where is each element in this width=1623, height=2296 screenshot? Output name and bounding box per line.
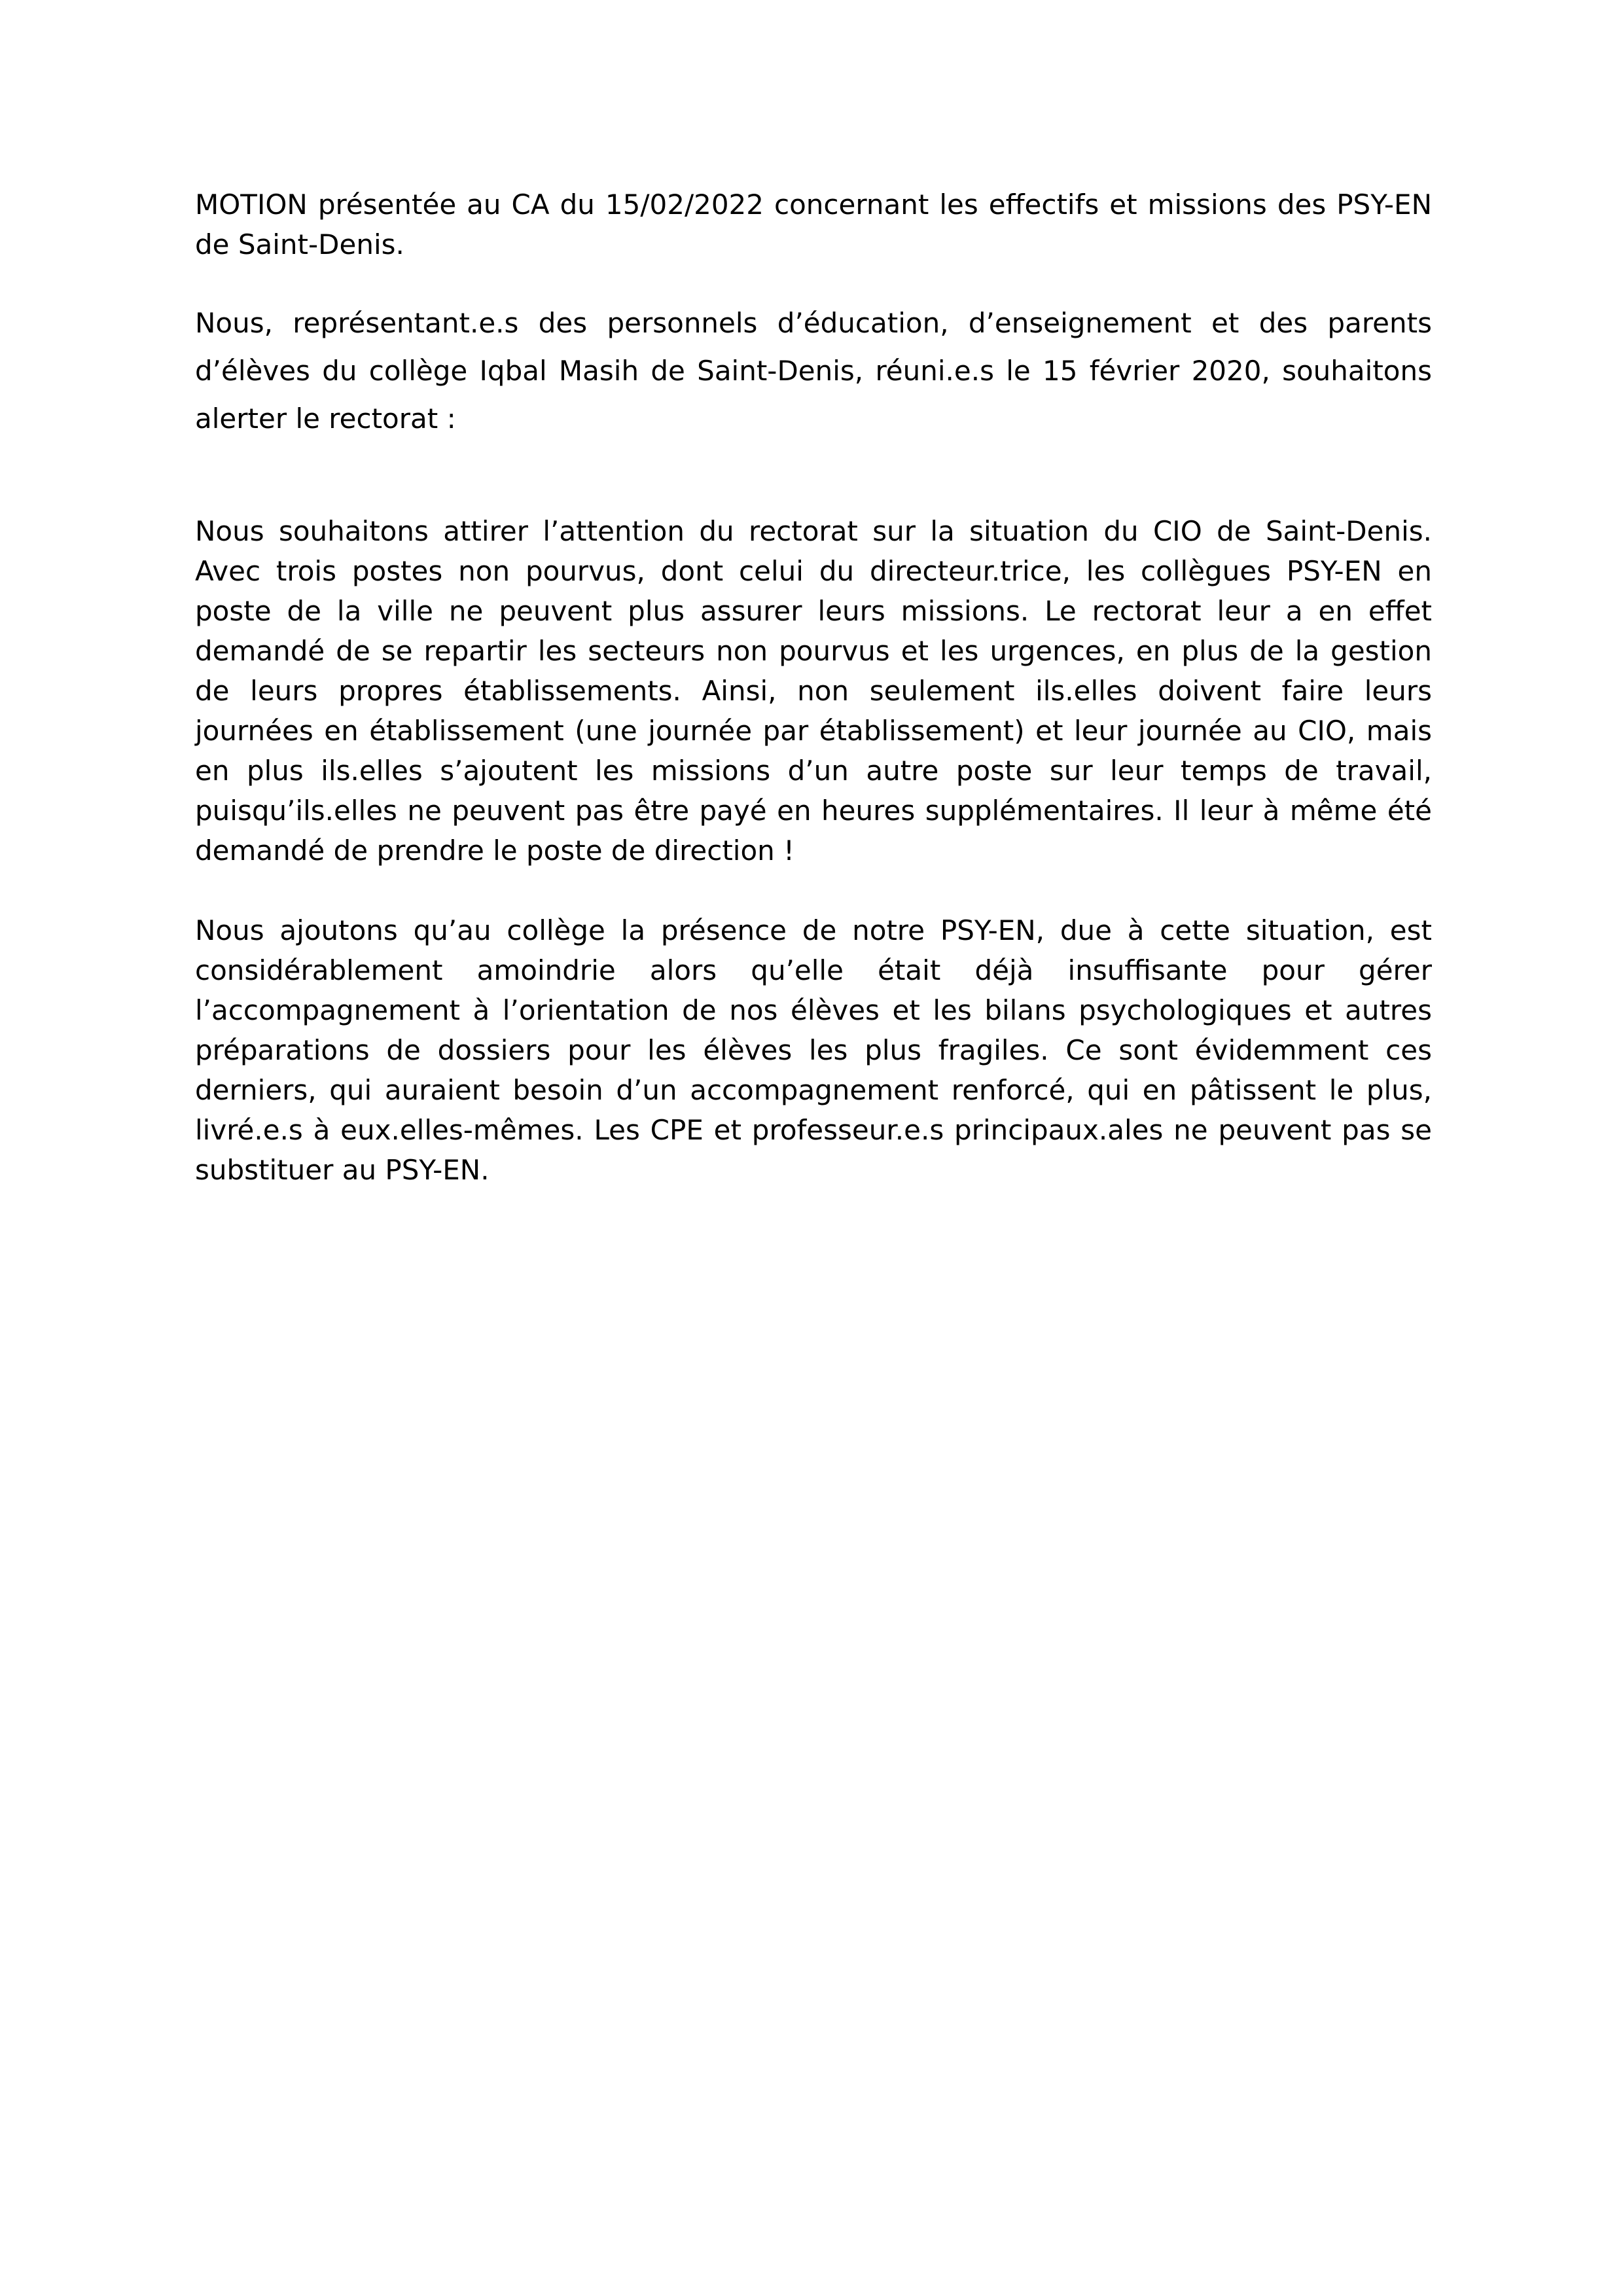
body-paragraph-cio: Nous souhaitons attirer l’attention du rectorat sur la situation du CIO de Saint-Denis. Avec trois postes non pourvus, dont celui du directeur.trice, les collègues PSY-EN en poste de la ville ne peuvent plus assurer leurs missions. Le rectorat leur a en effet demandé de se repartir les secteurs non pourvus et les urgences, en plus de la gestion de leurs propres établissements. Ainsi, non seulement ils.elles doivent faire leurs journées en établissement (une journée par établissement) et leur journée au CIO, mais en plus ils.elles s’ajoutent les missions d’un autre poste sur leur temps de travail, puisqu’ils.elles ne peuvent pas être payé en heures supplémentaires. Il leur à même été demandé de prendre le poste de direction ! [195, 515, 1432, 867]
document-body [195, 185, 1432, 1190]
motion-title: MOTION présentée au CA du 15/02/2022 concernant les effectifs et missions des PSY-EN de Saint-Denis. [195, 188, 1432, 260]
intro-paragraph: Nous, représentant.e.s des personnels d’éducation, d’enseignement et des parents d’élèves du collège Iqbal Masih de Saint-Denis, réuni.e.s le 15 février 2020, souhaitons alerter le rectorat : [195, 307, 1432, 435]
body-paragraph-college: Nous ajoutons qu’au collège la présence de notre PSY-EN, due à cette situation, est considérablement amoindrie alors qu’elle était déjà insuffisante pour gérer l’accompagnement à l’orientation de nos élèves et les bilans psychologiques et autres préparations de dossiers pour les élèves les plus fragiles. Ce sont évidemment ces derniers, qui auraient besoin d’un accompagnement renforcé, qui en pâtissent le plus, livré.e.s à eux.elles-mêmes. Les CPE et professeur.e.s principaux.ales ne peuvent pas se substituer au PSY-EN. [195, 914, 1432, 1186]
